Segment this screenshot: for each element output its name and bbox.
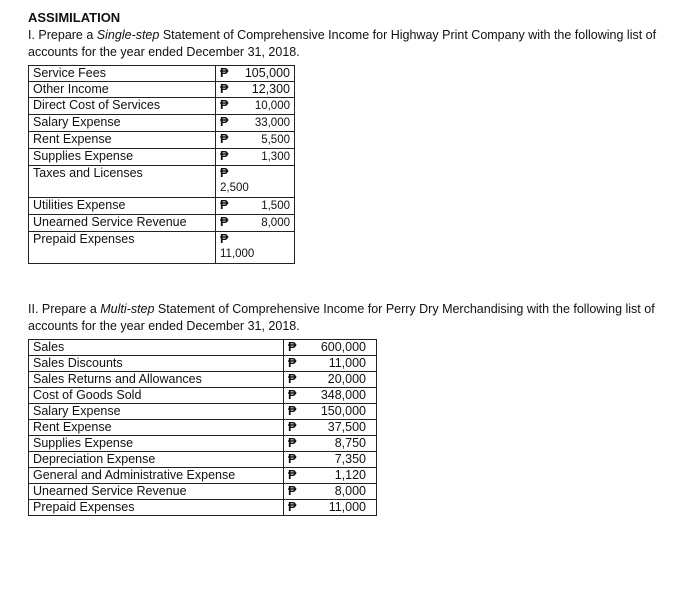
peso-icon: ₱ (288, 468, 297, 482)
table-row (29, 372, 377, 388)
table-row (29, 452, 377, 468)
part2-instructions (28, 301, 692, 335)
table-row (29, 468, 377, 484)
table-row (29, 82, 295, 98)
peso-icon: ₱ (288, 388, 297, 402)
table-row (29, 340, 377, 356)
account-amount (216, 82, 295, 98)
account-name: Prepaid Expenses (29, 500, 284, 516)
table-row (29, 215, 295, 232)
account-name: Sales (29, 340, 284, 356)
amount-value: 11,000 (220, 248, 255, 260)
account-amount (284, 372, 377, 388)
account-name: Taxes and Licenses (29, 166, 216, 198)
account-name: Sales Returns and Allowances (29, 372, 284, 388)
peso-icon: ₱ (220, 166, 229, 180)
amount-value: 10,000 (254, 100, 290, 112)
amount-value: 5,500 (261, 134, 290, 146)
part2-intro-emphasis: Multi-step (100, 302, 155, 316)
table-row (29, 198, 295, 215)
part2-section (28, 301, 692, 516)
account-name: Supplies Expense (29, 436, 284, 452)
amount-value: 348,000 (320, 388, 366, 402)
account-amount (284, 388, 377, 404)
account-amount (284, 356, 377, 372)
account-amount (216, 215, 295, 232)
peso-icon: ₱ (220, 232, 229, 246)
amount-value: 2,500 (220, 182, 249, 194)
account-name: Sales Discounts (29, 356, 284, 372)
amount-value: 7,350 (334, 452, 366, 466)
table-row (29, 356, 377, 372)
peso-icon: ₱ (288, 356, 297, 370)
amount-value: 11,000 (328, 500, 366, 514)
peso-icon: ₱ (220, 66, 229, 80)
account-amount (216, 198, 295, 215)
peso-icon: ₱ (220, 132, 229, 146)
account-name: Depreciation Expense (29, 452, 284, 468)
table-row (29, 149, 295, 166)
peso-icon: ₱ (288, 452, 297, 466)
table-row (29, 66, 295, 82)
account-name: Rent Expense (29, 132, 216, 149)
amount-value: 12,300 (251, 82, 290, 96)
account-amount (216, 232, 295, 264)
account-amount (216, 149, 295, 166)
account-name: Rent Expense (29, 420, 284, 436)
account-name: Direct Cost of Services (29, 98, 216, 115)
account-amount (284, 468, 377, 484)
document (28, 10, 692, 516)
account-amount (284, 340, 377, 356)
account-name: General and Administrative Expense (29, 468, 284, 484)
table-row (29, 166, 295, 198)
account-amount (216, 98, 295, 115)
account-amount (216, 166, 295, 198)
account-name: Other Income (29, 82, 216, 98)
table-row (29, 115, 295, 132)
amount-value: 1,500 (261, 200, 290, 212)
peso-icon: ₱ (220, 115, 229, 129)
table-row (29, 436, 377, 452)
peso-icon: ₱ (288, 404, 297, 418)
amount-value: 20,000 (327, 372, 366, 386)
amount-value: 8,000 (261, 217, 290, 229)
account-amount (284, 452, 377, 468)
account-amount (284, 500, 377, 516)
peso-icon: ₱ (220, 198, 229, 212)
amount-value: 8,000 (334, 484, 366, 498)
peso-icon: ₱ (220, 82, 229, 96)
table-row (29, 388, 377, 404)
table-row (29, 232, 295, 264)
amount-value: 37,500 (327, 420, 366, 434)
peso-icon: ₱ (288, 420, 297, 434)
part1-intro-emphasis: Single-step (96, 28, 160, 42)
account-amount (284, 436, 377, 452)
account-amount (216, 115, 295, 132)
peso-icon: ₱ (288, 340, 297, 354)
account-name: Salary Expense (29, 404, 284, 420)
table-row (29, 132, 295, 149)
part2-accounts-table (28, 339, 377, 516)
account-name: Service Fees (29, 66, 216, 82)
account-amount (284, 420, 377, 436)
part2-intro-b: Statement of Comprehensive Income for Perry Dry Merchandising with the following list of accounts for the year ended December 31, 2018. (28, 302, 655, 333)
account-amount (216, 132, 295, 149)
table-row (29, 404, 377, 420)
part1-intro-b: Statement of Comprehensive Income for Highway Print Company with the following list of accounts for the year ended December 31, 2018. (28, 28, 657, 59)
account-amount (216, 66, 295, 82)
peso-icon: ₱ (288, 436, 297, 450)
account-name: Utilities Expense (29, 198, 216, 215)
page-title: ASSIMILATION (28, 10, 121, 25)
table-row (29, 420, 377, 436)
account-name: Cost of Goods Sold (29, 388, 284, 404)
part1-instructions (28, 27, 692, 61)
amount-value: 8,750 (334, 436, 366, 450)
peso-icon: ₱ (220, 98, 229, 112)
amount-value: 11,000 (328, 356, 366, 370)
amount-value: 1,300 (261, 151, 290, 163)
peso-icon: ₱ (220, 215, 229, 229)
amount-value: 150,000 (320, 404, 366, 418)
part1-intro-a: I. Prepare a (28, 28, 97, 42)
peso-icon: ₱ (288, 484, 297, 498)
part2-intro-a: II. Prepare a (28, 302, 101, 316)
amount-value: 600,000 (320, 340, 366, 354)
table-row (29, 500, 377, 516)
table-row (29, 484, 377, 500)
peso-icon: ₱ (288, 372, 297, 386)
part1-accounts-table (28, 65, 295, 264)
peso-icon: ₱ (220, 149, 229, 163)
account-amount (284, 484, 377, 500)
account-name: Supplies Expense (29, 149, 216, 166)
account-name: Unearned Service Revenue (29, 215, 216, 232)
account-name: Unearned Service Revenue (29, 484, 284, 500)
account-amount (284, 404, 377, 420)
peso-icon: ₱ (288, 500, 297, 514)
amount-value: 1,120 (334, 468, 366, 482)
table-row (29, 98, 295, 115)
amount-value: 33,000 (254, 117, 290, 129)
account-name: Salary Expense (29, 115, 216, 132)
amount-value: 105,000 (244, 66, 290, 80)
account-name: Prepaid Expenses (29, 232, 216, 264)
